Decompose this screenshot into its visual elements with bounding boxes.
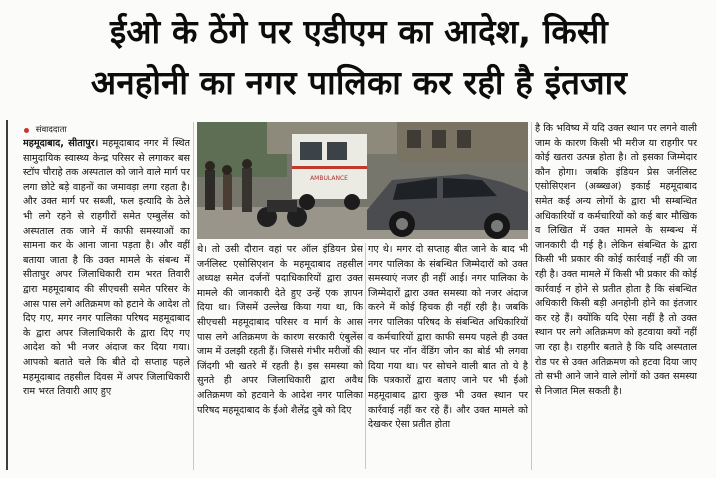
byline-text: संवाददाता [35,125,67,135]
article-column-1 [23,137,190,472]
news-photo [197,122,528,239]
column-3-text: गए थे। मगर दो सप्ताह बीत जाने के बाद भी नगर पालिका के संबन्धित जिम्मेदारों को उक्त समस्याएं नजर ही नहीं आई। नगर पालिका के जिम्मेदारों द्वारा उक्त समस्या को नजर अंदाज करने में कोई हिचक ही नहीं रही है। जबकि नगर पालिका परिषद के संबन्धित अधिकारियों व कर्मचारियों द्वारा काफी समय पहले ही उक्त स्थान पर नॉन वेंडिंग जोन का बोर्ड भी लगवा दिया गया था। पर सोचने वाली बात तो ये है कि पत्रकारों द्वारा बताए जाने पर भी ईओ महमूदाबाद द्वारा कुछ भी उक्त स्थान पर कार्रवाई नहीं कर रहे हैं। और उक्त मामले को देखकर ऐसा प्रतीत होता [368,244,528,431]
column-divider [193,122,194,470]
column-4-text: है कि भविष्य में यदि उक्त स्थान पर लगने वाली जाम के कारण किसी भी मरीज या राहगीर पर कोई खतरा उत्पन्न होता है। तो इसका जिम्मेदार कौन होगा। जबकि इंडियन प्रेस जर्नलिस्ट एसोसिएशन (अब्ब्खअ) इकाई महमूदाबाद समेत कई अन्य लोगों के द्वारा भी सम्बन्धित अधिकारियों व कर्मचारियों को कई बार मौखिक व लिखित में उक्त मामले के सम्बन्ध में जानकारी दी गई है। लेकिन संबन्धित के द्वारा किसी भी प्रकार की कोई कार्रवाई नहीं की जा रही है। उक्त मामले में किसी भी प्रकार की कोई कार्रवाई न होने से प्रतीत होता है कि संबन्धित अधिकारी किसी बड़ी अनहोनी होने का इंतजार कर रहे हैं। क्योंकि यदि ऐसा नहीं है तो उक्त स्थान पर लगे अतिक्रमण को हटवाया क्यों नहीं जा रहा है। राहगीर बताते है कि यदि अस्पताल रोड पर से उक्त अतिक्रमण को हटवा दिया जाए तो सभी आने जाने वाले लोगों को उक्त समस्या से निजात मिल सकती है। [535,123,697,397]
left-margin-rule [6,120,8,470]
ambulance-label: AMBULANCE [310,175,348,182]
byline [24,124,192,136]
photo-icon [197,122,528,239]
headline-line-1: ईओ के ठेंगे पर एडीएम का आदेश, किसी [109,12,609,51]
dateline: महमूदाबाद, सीतापुर। [23,138,99,149]
byline-bullet-icon [24,128,29,133]
article-column-4 [535,122,697,472]
column-2-text: थे। तो उसी दौरान वहां पर ऑल इंडियन प्रेस जर्नलिस्ट एसोसिएशन के महमूदाबाद तहसील अध्यक्ष समेत दर्जनों पदाधिकारियों द्वारा उक्त मामले की जानकारी देते हुए उन्हें एक ज्ञापन दिया था। जिसमें उल्लेख किया गया था, कि सीएचसी महमूदाबाद परिसर व मार्ग के आस पास लगे अतिक्रमण के कारण सरकारी एंबुलेंस जाम में उलझी रहती हैं। जिससे गंभीर मरीजों की जिंदगी भी खतरे में रहती है। इस समस्या को सुनते ही अपर जिलाधिकारी द्वारा अवैध अतिक्रमण को हटवाने के आदेश नगर पालिका परिषद महमूदाबाद के ईओ शैलेंद्र दुबे को दिए [197,244,363,416]
column-divider [531,122,532,470]
column-1-text: महमूदाबाद नगर में स्थित सामुदायिक स्वास्थ्य केन्द्र परिसर से लगाकर बस स्टॉप चौराहे तक अस्पताल को जाने वाले मार्ग पर लगा छोटे बड़े वाहनों का जमावड़ा लगा रहता है। और उक्त मार्ग पर सब्जी, फल इत्यादि के ठेले भी लगे रहने से राहगीरों समेत एम्बुलेंस को अस्पताल तक जाने में काफी समस्याओं का सामना कर के आना जाना पड़ता है। और वहीं बताया जाता है कि उक्त मामले के संबन्ध में सीतापुर अपर जिलाधिकारी राम भरत तिवारी द्वारा महमूदाबाद की सीएचसी समेत परिसर के आस पास लगे अतिक्रमण को हटाने के आदेश तो दिए गए, मगर नगर पालिका परिषद महमूदाबाद के द्वारा अपर जिलाधिकारी के द्वारा दिए गए आदेश को भी नजर अंदाज कर दिया गया। आपको बताते चले कि बीते दो सप्ताह पहले महमूदाबाद तहसील दिवस में अपर जिलाधिकारी राम भरत तिवारी आए हुए [23,138,190,398]
article-column-3 [368,243,528,471]
article-column-2 [197,243,363,471]
column-divider [365,243,366,469]
headline [14,6,704,108]
headline-line-2: अनहोनी का नगर पालिका कर रही है इंतजार [90,63,628,102]
